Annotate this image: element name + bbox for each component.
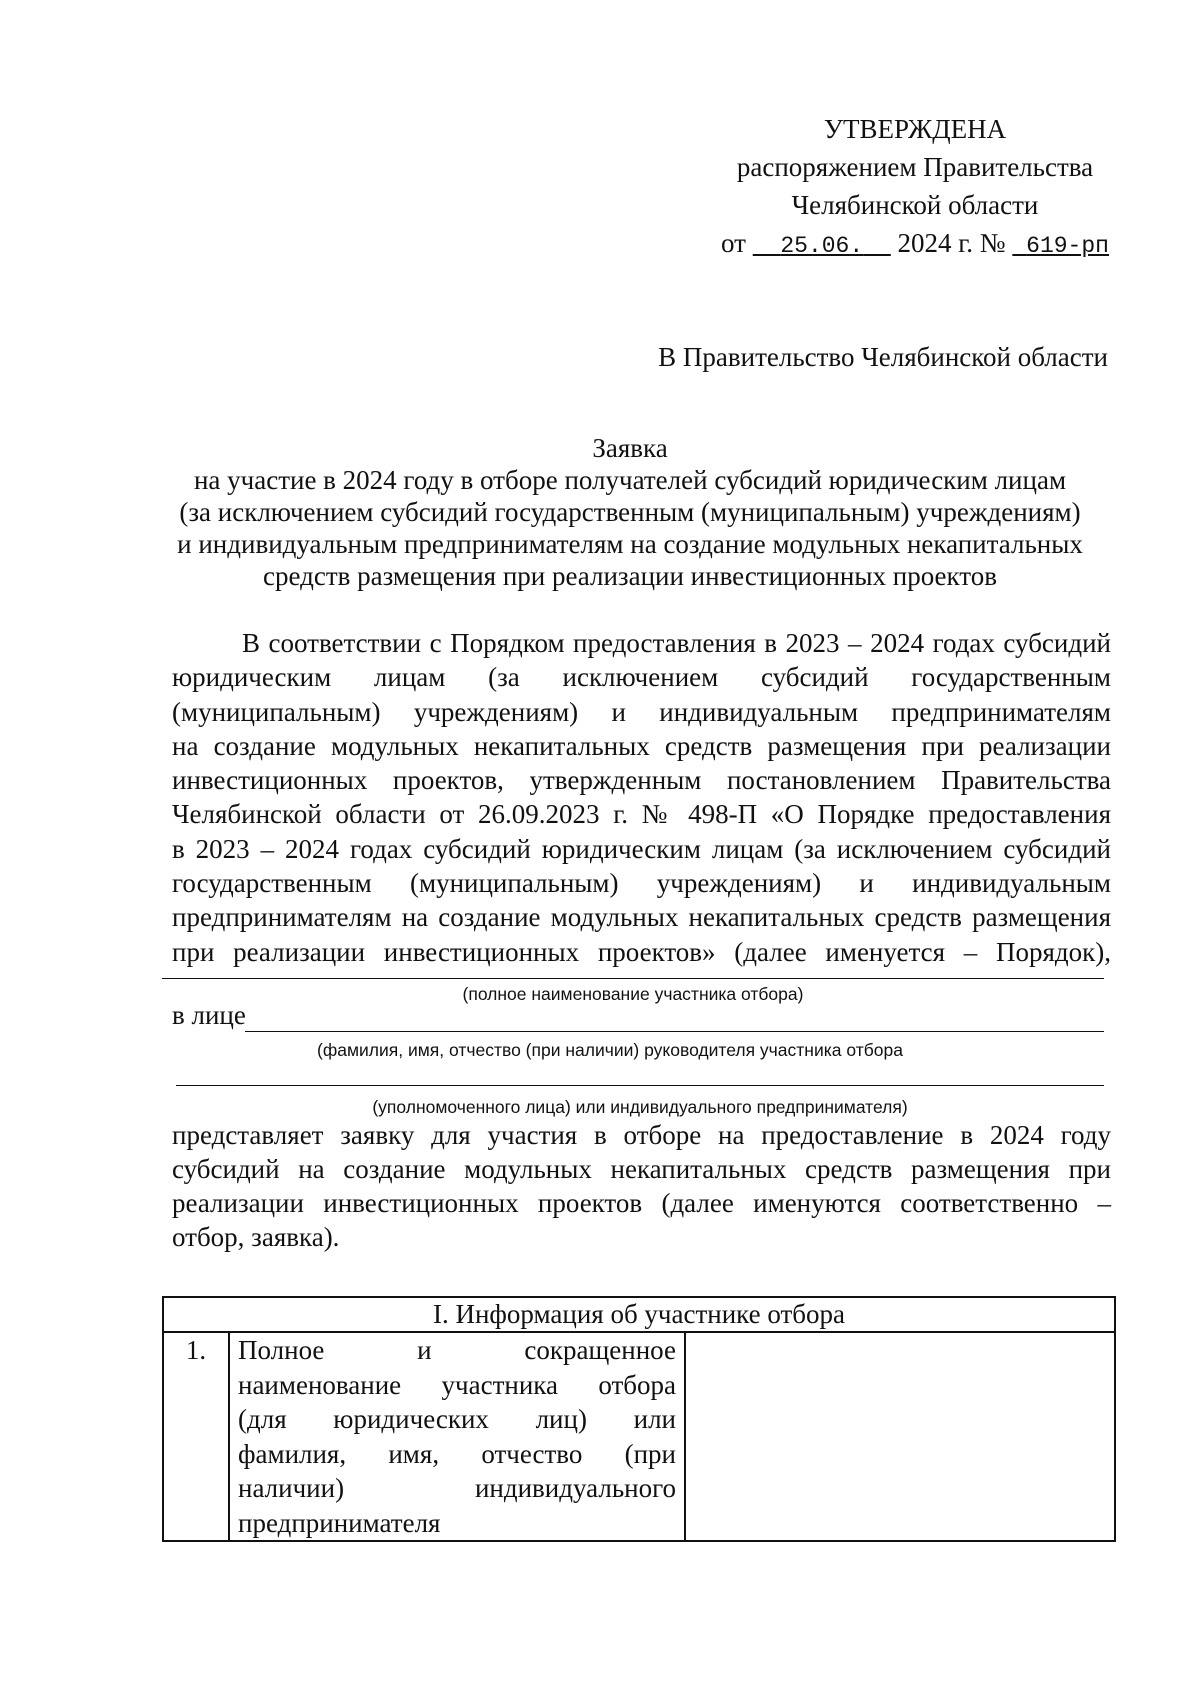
approval-date-value: 25.06. — [780, 233, 864, 259]
application-title — [160, 432, 1100, 592]
participant-info-table — [162, 1296, 1116, 1542]
second-paragraph-line: представляет заявку для участия в отборе на предоставление в 2024 году — [172, 1120, 1111, 1150]
approval-line-2: Челябинской области — [791, 190, 1039, 220]
body-line: юридическим лицам (за исключением субсидий государственным — [172, 662, 1111, 693]
addressee: В Правительство Челябинской области — [658, 342, 1108, 372]
body-line: в 2023 – 2024 годах субсидий юридическим лицам (за исключением субсидий — [172, 833, 1111, 864]
table-section-title: I. Информация об участнике отбора — [163, 1297, 1115, 1332]
body-paragraph — [172, 626, 1111, 969]
table-row — [163, 1332, 1115, 1541]
participant-name-caption: (полное наименование участника отбора) — [462, 984, 804, 1004]
application-heading: Заявка — [592, 433, 668, 463]
second-paragraph-line: реализации инвестиционных проектов (далее именуются соответственно – — [172, 1188, 1111, 1218]
row-number: 1. — [163, 1332, 229, 1541]
approval-number — [1012, 233, 1109, 259]
row-label-line: наименование участника отбора — [238, 1369, 676, 1400]
approval-date-line — [700, 224, 1130, 265]
v-lice-label: в лице — [172, 1000, 246, 1030]
row-label-line: Полное и сокращенное — [238, 1335, 676, 1365]
row-label-line: предпринимателя — [238, 1507, 441, 1538]
body-line: В соответствии с Порядком предоставления в 2023 – 2024 годах субсидий — [242, 628, 1111, 658]
head-name-line[interactable] — [245, 1031, 1104, 1032]
application-title-line: (за исключением субсидий государственным (муниципальным) учреждениям) — [179, 497, 1081, 527]
head-name-caption: (фамилия, имя, отчество (при наличии) руководителя участника отбора — [317, 1040, 903, 1060]
approval-line-1: распоряжением Правительства — [736, 152, 1094, 182]
approval-number-value: 619-рп — [1026, 233, 1109, 259]
row-label-line: фамилия, имя, отчество (при — [238, 1438, 676, 1469]
approval-date — [753, 233, 891, 259]
body-line: предпринимателям на создание модульных некапитальных средств размещения — [172, 902, 1111, 933]
second-paragraph — [172, 1118, 1111, 1254]
approval-block — [700, 110, 1130, 265]
row-value-cell[interactable] — [685, 1332, 1115, 1541]
body-line: Челябинской области от 26.09.2023 г. № 498-П «О Порядке предоставления — [172, 799, 1111, 830]
body-line: инвестиционных проектов, утвержденным постановлением Правительства — [172, 765, 1111, 796]
row-label-line: наличии) индивидуального — [238, 1473, 676, 1503]
authorized-person-caption: (уполномоченного лица) или индивидуального предпринимателя) — [372, 1097, 908, 1117]
participant-name-line[interactable] — [162, 978, 1104, 979]
application-title-line: на участие в 2024 году в отборе получателей субсидий юридическим лицам — [193, 465, 1067, 495]
body-line: (муниципальным) учреждениям) и индивидуальным предпринимателям — [172, 696, 1111, 727]
second-paragraph-line: отбор, заявка). — [172, 1222, 340, 1252]
row-label — [229, 1332, 685, 1541]
application-title-line: и индивидуальным предпринимателям на создание модульных некапитальных — [177, 529, 1083, 559]
body-line: государственным (муниципальным) учреждениям) и индивидуальным — [172, 868, 1111, 899]
approval-year: 2024 г. № — [897, 228, 1006, 258]
date-prefix: от — [721, 228, 746, 258]
approval-title: УТВЕРЖДЕНА — [823, 114, 1007, 144]
application-title-line: средств размещения при реализации инвестиционных проектов — [263, 561, 997, 591]
body-line: при реализации инвестиционных проектов» (далее именуется – Порядок), — [172, 936, 1111, 967]
second-paragraph-line: субсидий на создание модульных некапитальных средств размещения при — [172, 1154, 1111, 1184]
body-line: на создание модульных некапитальных средств размещения при реализации — [172, 730, 1111, 761]
authorized-person-line[interactable] — [176, 1085, 1104, 1086]
row-label-line: (для юридических лиц) или — [238, 1404, 676, 1434]
